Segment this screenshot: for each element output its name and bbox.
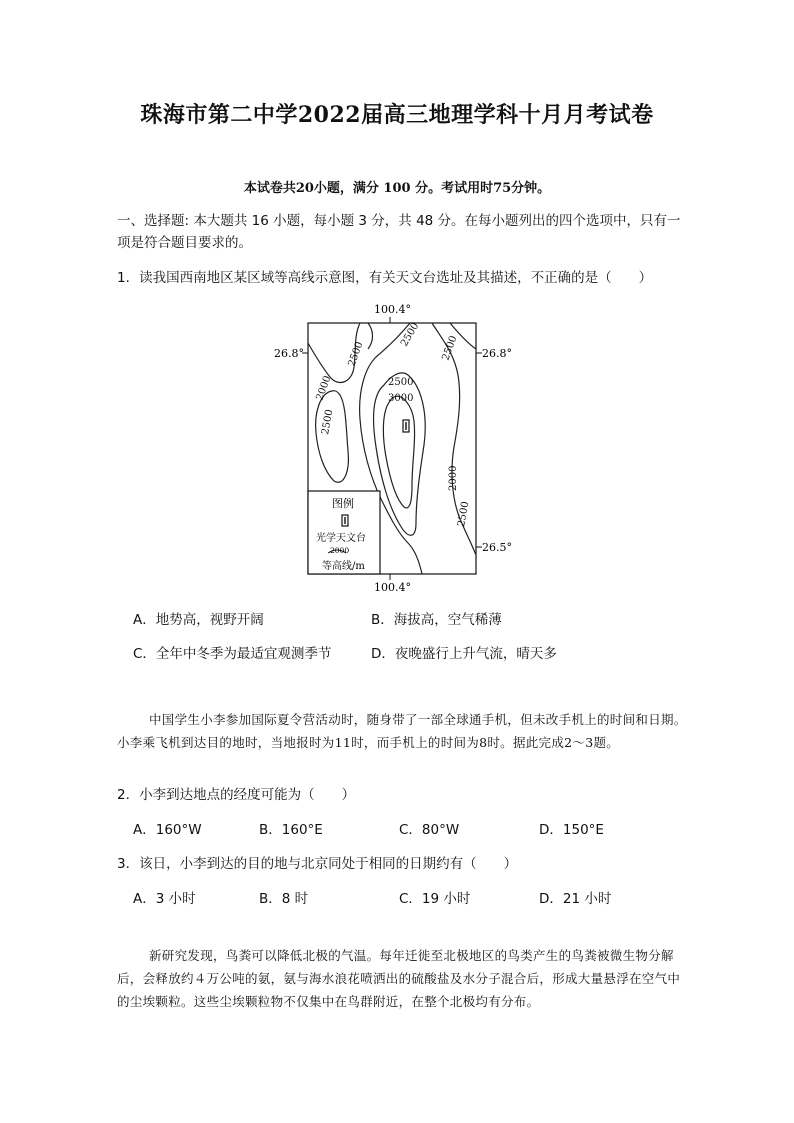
q2-option-a: A．160°W xyxy=(133,822,202,838)
contour-label-2500-east: 2500 xyxy=(456,500,472,528)
question-2-stem: 2．小李到达地点的经度可能为（ ） xyxy=(117,787,356,803)
legend-contour-value: 2000 xyxy=(330,546,350,555)
question-3-stem: 3．该日，小李到达的目的地与北京同处于相同的日期约有（ ） xyxy=(117,856,518,872)
contour-label-2500-west: 2500 xyxy=(320,408,336,436)
q1-option-b: B．海拔高，空气稀薄 xyxy=(371,612,502,628)
q2-option-c: C．80°W xyxy=(399,822,460,838)
passage-2: 新研究发现，鸟粪可以降低北极的气温。每年迁徙至北极地区的鸟类产生的鸟粪被微生物分解后，会释放约４万公吨的氨，氨与海水浪花喷洒出的硫酸盐及水分子混合后，形成大量悬浮在空气中的尘埃颗粒。这些尘埃颗粒物不仅集中在鸟群附近，在整个北极均有分布。 xyxy=(117,948,681,1009)
lat-label-right-bottom: 26.5° xyxy=(482,541,512,554)
lon-label-top: 100.4° xyxy=(374,303,411,316)
contour-label-2500-inner: 2500 xyxy=(388,377,414,388)
contour-line-2500-east xyxy=(432,323,476,555)
exam-info: 本试卷共20小题，满分 100 分。考试用时75分钟。 xyxy=(243,181,551,196)
q1-option-d: D．夜晚盛行上升气流，晴天多 xyxy=(371,646,557,662)
q3-option-a: A．3 小时 xyxy=(133,891,196,907)
lat-label-right-top: 26.8° xyxy=(482,347,512,360)
contour-line-2500-west xyxy=(316,391,349,483)
q1-option-a: A．地势高，视野开阔 xyxy=(133,612,264,628)
contour-label-2500-b: 2500 xyxy=(399,320,422,349)
legend-title: 图例 xyxy=(332,497,354,510)
contour-label-3000: 3000 xyxy=(388,393,414,404)
contour-label-2500-a: 2500 xyxy=(346,340,366,369)
q2-option-b: B．160°E xyxy=(259,822,323,838)
lat-label-left-top: 26.8° xyxy=(274,347,304,360)
observatory-marker-inner xyxy=(405,422,407,430)
contour-label-2500-c: 2500 xyxy=(440,334,460,363)
contour-map xyxy=(270,295,512,597)
q3-option-b: B．8 时 xyxy=(259,891,309,907)
q3-option-d: D．21 小时 xyxy=(539,891,612,907)
q3-option-c: C．19 小时 xyxy=(399,891,471,907)
legend-observatory-label: 光学天文台 xyxy=(316,533,366,544)
q1-option-c: C．全年中冬季为最适宜观测季节 xyxy=(133,646,332,662)
contour-label-2000-west: 2000 xyxy=(314,374,334,403)
lon-label-bottom: 100.4° xyxy=(374,581,411,594)
contour-line-3000 xyxy=(383,396,414,508)
exam-title: 珠海市第二中学2022届高三地理学科十月月考试卷 xyxy=(140,102,654,128)
passage-1: 中国学生小李参加国际夏令营活动时，随身带了一部全球通手机，但未改手机上的时间和日期。小李乘飞机到达目的地时，当地报时为11时，而手机上的时间为8时。据此完成2～3题。 xyxy=(117,712,687,750)
contour-line-north-segment xyxy=(368,323,373,349)
section-one-instructions: 一、选择题: 本大题共 16 小题，每小题 3 分，共 48 分。在每小题列出的四个选项中，只有一项是符合题目要求的。 xyxy=(117,213,681,251)
question-1-stem: 1．读我国西南地区某区域等高线示意图，有关天文台选址及其描述，不正确的是（ ） xyxy=(117,270,653,286)
q2-option-d: D．150°E xyxy=(539,822,604,838)
legend-contour-label: 等高线/m xyxy=(322,561,365,572)
contour-label-2000-east: 2000 xyxy=(448,465,459,491)
